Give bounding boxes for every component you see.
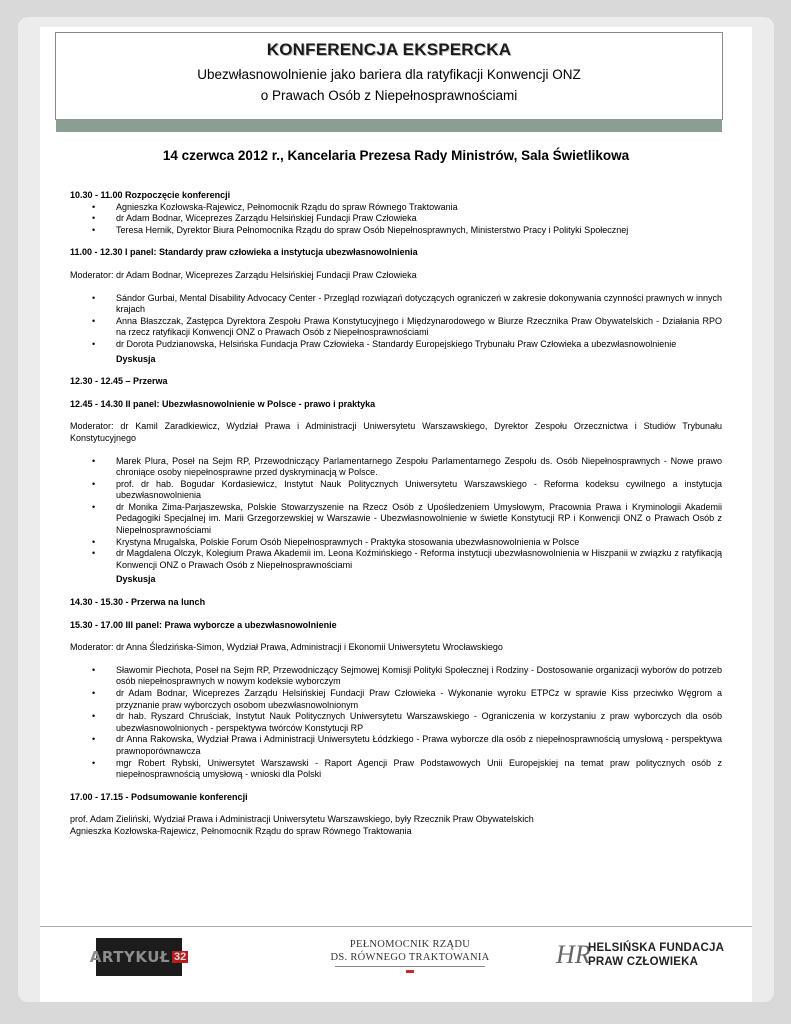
subtitle-line-1: Ubezwłasnowolnienie jako bariera dla ratyfikacji Konwencji ONZ	[197, 67, 581, 82]
discussion-label: Dyskusja	[116, 353, 156, 364]
pelnomocnik-rzadu-logo	[310, 938, 510, 973]
list-item: • dr hab. Ryszard Chruściak, Instytut Nauk Politycznych Uniwersytetu Warszawskiego - Ograniczenia w korzystaniu z praw wyborczych dla osób ubezwłasnowolnionych - perspektywa twórców Konstytucji RP	[70, 711, 722, 734]
list-item: • dr Adam Bodnar, Wiceprezes Zarządu Helsińskiej Fundacji Praw Człowieka	[70, 213, 722, 225]
list-item: • dr Magdalena Olczyk, Kolegium Prawa Akademii im. Leona Koźmińskiego - Reforma instytucji ubezwłasnowolnienia w Hiszpanii w związku z ratyfikacją Konwencji ONZ o Prawach Osób z Niepełnosprawnościami	[70, 548, 722, 571]
session-heading: 12.30 - 12.45 – Przerwa	[70, 376, 168, 387]
list-item: • Agnieszka Kozłowska-Rajewicz, Pełnomocnik Rządu do spraw Równego Traktowania	[70, 202, 722, 214]
header-box	[55, 32, 723, 120]
rzad-logo-line-1: PEŁNOMOCNIK RZĄDU	[349, 939, 471, 950]
header-band	[56, 119, 722, 132]
flag-icon	[406, 970, 414, 973]
moderator: Moderator: dr Anna Śledzińska-Simon, Wydział Prawa, Administracji i Ekonomii Uniwersytetu Wrocławskiego	[70, 642, 503, 653]
list-item: • dr Dorota Pudzianowska, Helsińska Fundacja Praw Człowieka - Standardy Europejskiego Trybunału Praw Człowieka a ubezwłasnowolnienie	[70, 339, 722, 351]
date-location: 14 czerwca 2012 r., Kancelaria Prezesa Rady Ministrów, Sala Świetlikowa	[162, 148, 630, 163]
session-heading: 14.30 - 15.30 - Przerwa na lunch	[70, 597, 206, 608]
list-item: • Sławomir Piechota, Poseł na Sejm RP, Przewodniczący Sejmowej Komisji Polityki Społecznej i Rodziny - Dostosowanie organizacji wyborów do potrzeb osób niepełnosprawnych w nowym kodeksie wyborczym	[70, 665, 722, 688]
artykul-logo-badge: 32	[174, 951, 187, 963]
speaker-list	[70, 665, 722, 781]
hfpc-logo	[556, 940, 726, 972]
list-item: • dr Anna Rakowska, Wydział Prawa i Administracji Uniwersytetu Łódzkiego - Prawa wyborcze dla osób z niepełnosprawnością umysłową - perspektywa prawnoporównawcza	[70, 734, 722, 757]
summary-speaker: Agnieszka Kozłowska-Rajewicz, Pełnomocnik Rządu do spraw Równego Traktowania	[70, 825, 412, 836]
conference-subtitle	[56, 64, 722, 106]
list-item: • mgr Robert Rybski, Uniwersytet Warszawski - Raport Agencji Praw Podstawowych Unii Europejskiej na temat praw politycznych osób z niepełnosprawnością umysłową - wnioski dla Polski	[70, 758, 722, 781]
subtitle-line-2: o Prawach Osób z Niepełnosprawnościami	[260, 88, 518, 103]
hfpc-logo-line-2: PRAW CZŁOWIEKA	[588, 956, 699, 968]
hfpc-logo-line-1: HELSIŃSKA FUNDACJA	[588, 942, 725, 954]
rzad-logo-line-2: DS. RÓWNEGO TRAKTOWANIA	[330, 952, 490, 963]
list-item: • Sándor Gurbai, Mental Disability Advocacy Center - Przegląd rozwiązań dotyczących ograniczeń w zakresie dokonywania czynności prawnych w innych krajach	[70, 293, 722, 316]
list-item: • Krystyna Mrugalska, Polskie Forum Osób Niepełnosprawnych - Praktyka stosowania ubezwłasnowolnienia w Polsce	[70, 537, 722, 549]
speaker-list	[70, 202, 722, 237]
artykul-32-logo	[89, 938, 187, 976]
list-item: • dr Monika Zima-Parjaszewska, Polskie Stowarzyszenie na Rzecz Osób z Upośledzeniem Umysłowym, Pracownia Prawa i Kryminologii Akademii Pedagogiki Specjalnej im. Marii Grzegorzewskiej w Warszawie - Ubezwłasnowolnienie w świetle Konstytucji RP i Konwencji ONZ o Prawach Osób z Niepełnosprawnościami	[70, 502, 722, 537]
list-item: • prof. dr hab. Bogudar Kordasiewicz, Instytut Nauk Politycznych Uniwersytetu Warszawskiego - Reforma kodeksu cywilnego a instytucja ubezwłasnowolnienia	[70, 479, 722, 502]
discussion-label: Dyskusja	[116, 574, 156, 585]
session-heading: 15.30 - 17.00 III panel: Prawa wyborcze a ubezwłasnowolnienie	[70, 619, 337, 630]
rzad-logo-rule	[335, 966, 485, 967]
agenda	[70, 190, 722, 838]
list-item: • Teresa Hernik, Dyrektor Biura Pełnomocnika Rządu do spraw Osób Niepełnosprawnych, Ministerstwo Pracy i Polityki Społecznej	[70, 225, 722, 237]
list-item: • dr Adam Bodnar, Wiceprezes Zarządu Helsińskiej Fundacji Praw Człowieka - Wykonanie wyroku ETPCz w sprawie Kiss przeciwko Węgrom a przyznanie praw wyborczych osobom ubezwłasnowolnionym	[70, 688, 722, 711]
list-item: • Anna Błaszczak, Zastępca Dyrektora Zespołu Prawa Konstytucyjnego i Międzynarodowego w Biurze Rzecznika Praw Obywatelskich - Działania RPO na rzecz ratyfikacji Konwencji ONZ o Prawach Osób z Niepełnosprawnościami	[70, 316, 722, 339]
session-heading: 11.00 - 12.30 I panel: Standardy praw człowieka a instytucja ubezwłasnowolnienia	[70, 247, 418, 258]
session-heading: 10.30 - 11.00 Rozpoczęcie konferencji	[70, 190, 231, 200]
session-heading: 12.45 - 14.30 II panel: Ubezwłasnowolnienie w Polsce - prawo i praktyka	[70, 398, 376, 409]
speaker-list	[70, 456, 722, 572]
artykul-logo-text: ARTYKUŁ	[89, 948, 171, 966]
hfpc-mark-icon: HR	[556, 940, 591, 969]
speaker-list	[70, 293, 722, 351]
summary-speaker: prof. Adam Zieliński, Wydział Prawa i Administracji Uniwersytetu Warszawskiego, były Rzecznik Praw Obywatelskich	[70, 814, 534, 825]
hfpc-logo-text	[588, 941, 724, 969]
moderator: Moderator: dr Adam Bodnar, Wiceprezes Zarządu Helsińskiej Fundacji Praw Człowieka	[70, 269, 417, 280]
list-item: • Marek Plura, Poseł na Sejm RP, Przewodniczący Parlamentarnego Zespołu Parlamentarnego Zespołu ds. Osób Niepełnosprawnych - Nowe prawo chroniące osoby niepełnosprawne przed dyskryminacją w Polsce.	[70, 456, 722, 479]
moderator: Moderator: dr Kamil Zaradkiewicz, Wydział Prawa i Administracji Uniwersytetu Warszawskiego, Dyrektor Zespołu Orzecznictwa i Studiów Trybunału Konstytucyjnego	[70, 421, 722, 443]
session-heading: 17.00 - 17.15 - Podsumowanie konferencji	[70, 791, 248, 802]
conference-title: KONFERENCJA EKSPERCKA	[266, 40, 512, 59]
footer-divider	[40, 926, 752, 927]
